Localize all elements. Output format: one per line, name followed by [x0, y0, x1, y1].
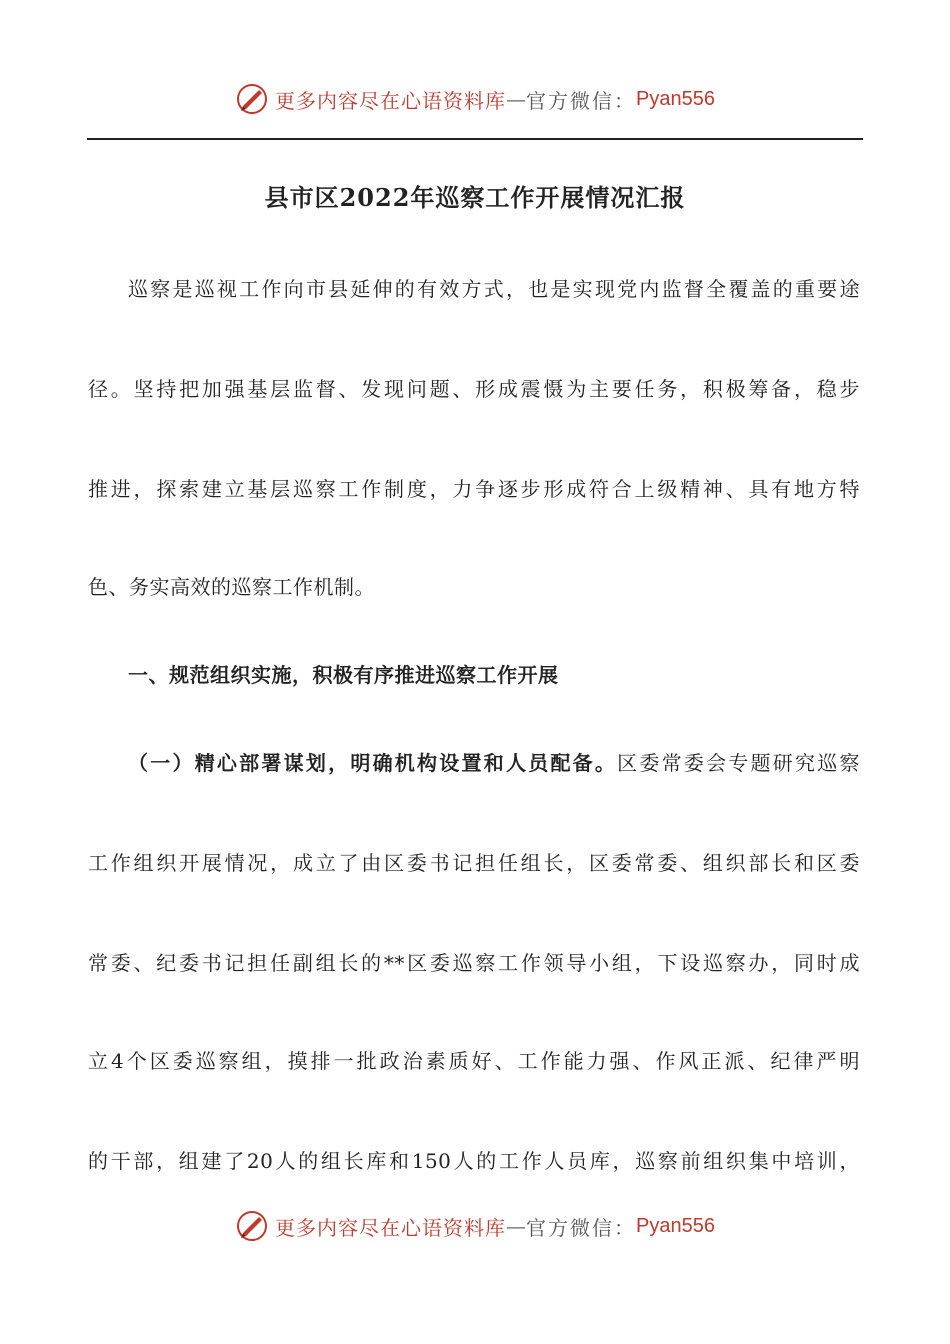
banner-text: 更多内容尽在心语资料库: [275, 1215, 507, 1240]
paragraph-line: 径。坚持把加强基层监督、发现问题、形成震慑为主要任务，积极筹备，稳步: [88, 377, 860, 401]
banner-dash: —: [506, 87, 527, 111]
paragraph-line: 推进，探索建立基层巡察工作制度，力争逐步形成符合上级精神、具有地方特: [88, 477, 860, 501]
paragraph-line: 的干部，组建了20人的组长库和150人的工作人员库，巡察前组织集中培训，: [88, 1149, 860, 1173]
section-heading: 一、规范组织实施，积极有序推进巡察工作开展: [128, 663, 559, 687]
banner-dash: —: [506, 1214, 527, 1238]
document-title: 县市区2022年巡察工作开展情况汇报: [264, 183, 686, 212]
paragraph-line: 立4个区委巡察组，摸排一批政治素质好、工作能力强、作风正派、纪律严明: [88, 1049, 860, 1073]
banner-wechat-label: 官方微信：: [526, 1215, 637, 1240]
footer-banner: [0, 1209, 950, 1243]
subsection-first-line: [88, 747, 860, 776]
brand-logo-icon: [235, 82, 269, 116]
paragraph-line: 色、务实高效的巡察工作机制。: [88, 575, 375, 599]
banner-wechat-id: Pyan556: [636, 1214, 715, 1237]
banner-text: 更多内容尽在心语资料库: [275, 88, 507, 113]
paragraph-line: 工作组织开展情况，成立了由区委书记担任组长，区委常委、组织部长和区委: [88, 851, 860, 875]
paragraph-line: 巡察是巡视工作向市县延伸的有效方式，也是实现党内监督全覆盖的重要途: [128, 277, 860, 301]
brand-logo-icon: [235, 1209, 269, 1243]
banner-wechat-id: Pyan556: [636, 87, 715, 110]
header-banner: [0, 82, 950, 116]
header-rule: [87, 138, 863, 140]
paragraph-line: 常委、纪委书记担任副组长的**区委巡察工作领导小组，下设巡察办，同时成: [88, 951, 860, 975]
subsection-heading: （一）精心部署谋划，明确机构设置和人员配备。: [128, 751, 618, 775]
subsection-lead-text: 区委常委会专题研究巡察: [617, 751, 860, 775]
banner-wechat-label: 官方微信：: [526, 88, 637, 113]
